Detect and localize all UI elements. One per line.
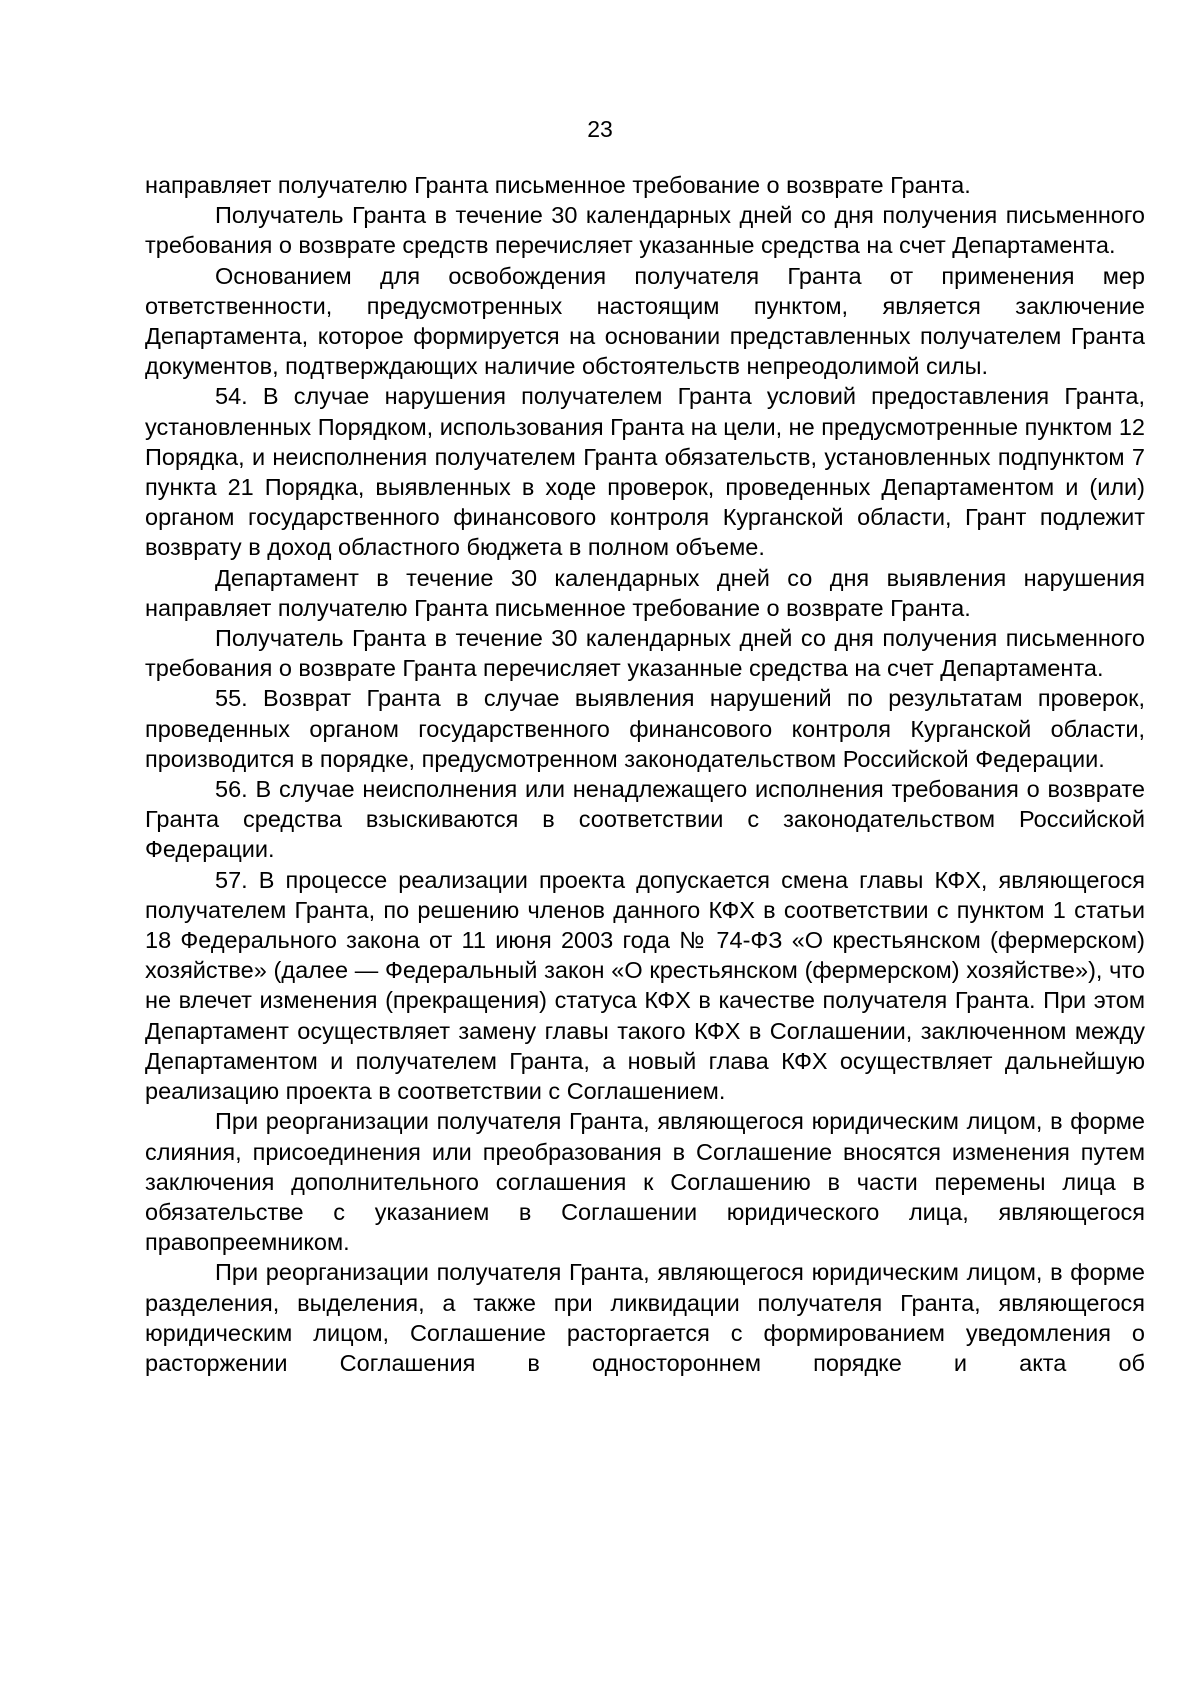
paragraph-item-55: 55. Возврат Гранта в случае выявления нарушений по результатам проверок, проведенных органом государственного финансового контроля Курганской области, производится в порядке, предусмотренном законодательством Российской Федерации. [145, 685, 1145, 772]
paragraph-item-56: 56. В случае неисполнения или ненадлежащего исполнения требования о возврате Гранта средства взыскиваются в соответствии с законодательством Российской Федерации. [145, 776, 1145, 863]
paragraph-item-57: 57. В процессе реализации проекта допускается смена главы КФХ, являющегося получателем Гранта, по решению членов данного КФХ в соответствии с пунктом 1 статьи 18 Федерального закона от 11 июня 2003 года № 74-ФЗ «О крестьянском (фермерском) хозяйстве» (далее — Федеральный закон «О крестьянском (фермерском) хозяйстве»), что не влечет изменения (прекращения) статуса КФХ в качестве получателя Гранта. При этом Департамент осуществляет замену главы такого КФХ в Соглашении, заключенном между Департаментом и получателем Гранта, а новый глава КФХ осуществляет дальнейшую реализацию проекта в соответствии с Соглашением. [145, 866, 1145, 1105]
paragraph: Основанием для освобождения получателя Гранта от применения мер ответственности, предусмотренных настоящим пунктом, является заключение Департамента, которое формируется на основании представленных получателем Гранта документов, подтверждающих наличие обстоятельств непреодолимой силы. [145, 262, 1145, 380]
paragraph: При реорганизации получателя Гранта, являющегося юридическим лицом, в форме слияния, присоединения или преобразования в Соглашение вносятся изменения путем заключения дополнительного соглашения к Соглашению в части перемены лица в обязательстве с указанием в Соглашении юридического лица, являющегося правопреемником. [145, 1108, 1145, 1256]
paragraph-continues-next-page: При реорганизации получателя Гранта, являющегося юридическим лицом, в форме разделения, выделения, а также при ликвидации получателя Гранта, являющегося юридическим лицом, Соглашение расторгается с формированием уведомления о расторжении Соглашения в одностороннем порядке и акта об [145, 1259, 1145, 1376]
page-number: 23 [587, 116, 613, 142]
paragraph-item-54: 54. В случае нарушения получателем Гранта условий предоставления Гранта, установленных Порядком, использования Гранта на цели, не предусмотренные пунктом 12 Порядка, и неисполнения получателем Гранта обязательств, установленных подпунктом 7 пункта 21 Порядка, выявленных в ходе проверок, проведенных Департаментом и (или) органом государственного финансового контроля Курганской области, Грант подлежит возврату в доход областного бюджета в полном объеме. [145, 383, 1145, 561]
paragraph: Получатель Гранта в течение 30 календарных дней со дня получения письменного требования о возврате Гранта перечисляет указанные средства на счет Департамента. [145, 625, 1145, 682]
document-body [145, 170, 1145, 1378]
paragraph: Департамент в течение 30 календарных дней со дня выявления нарушения направляет получателю Гранта письменное требование о возврате Гранта. [145, 564, 1145, 621]
paragraph: Получатель Гранта в течение 30 календарных дней со дня получения письменного требования о возврате средств перечисляет указанные средства на счет Департамента. [145, 202, 1145, 259]
paragraph-continuation: направляет получателю Гранта письменное требование о возврате Гранта. [145, 172, 971, 198]
